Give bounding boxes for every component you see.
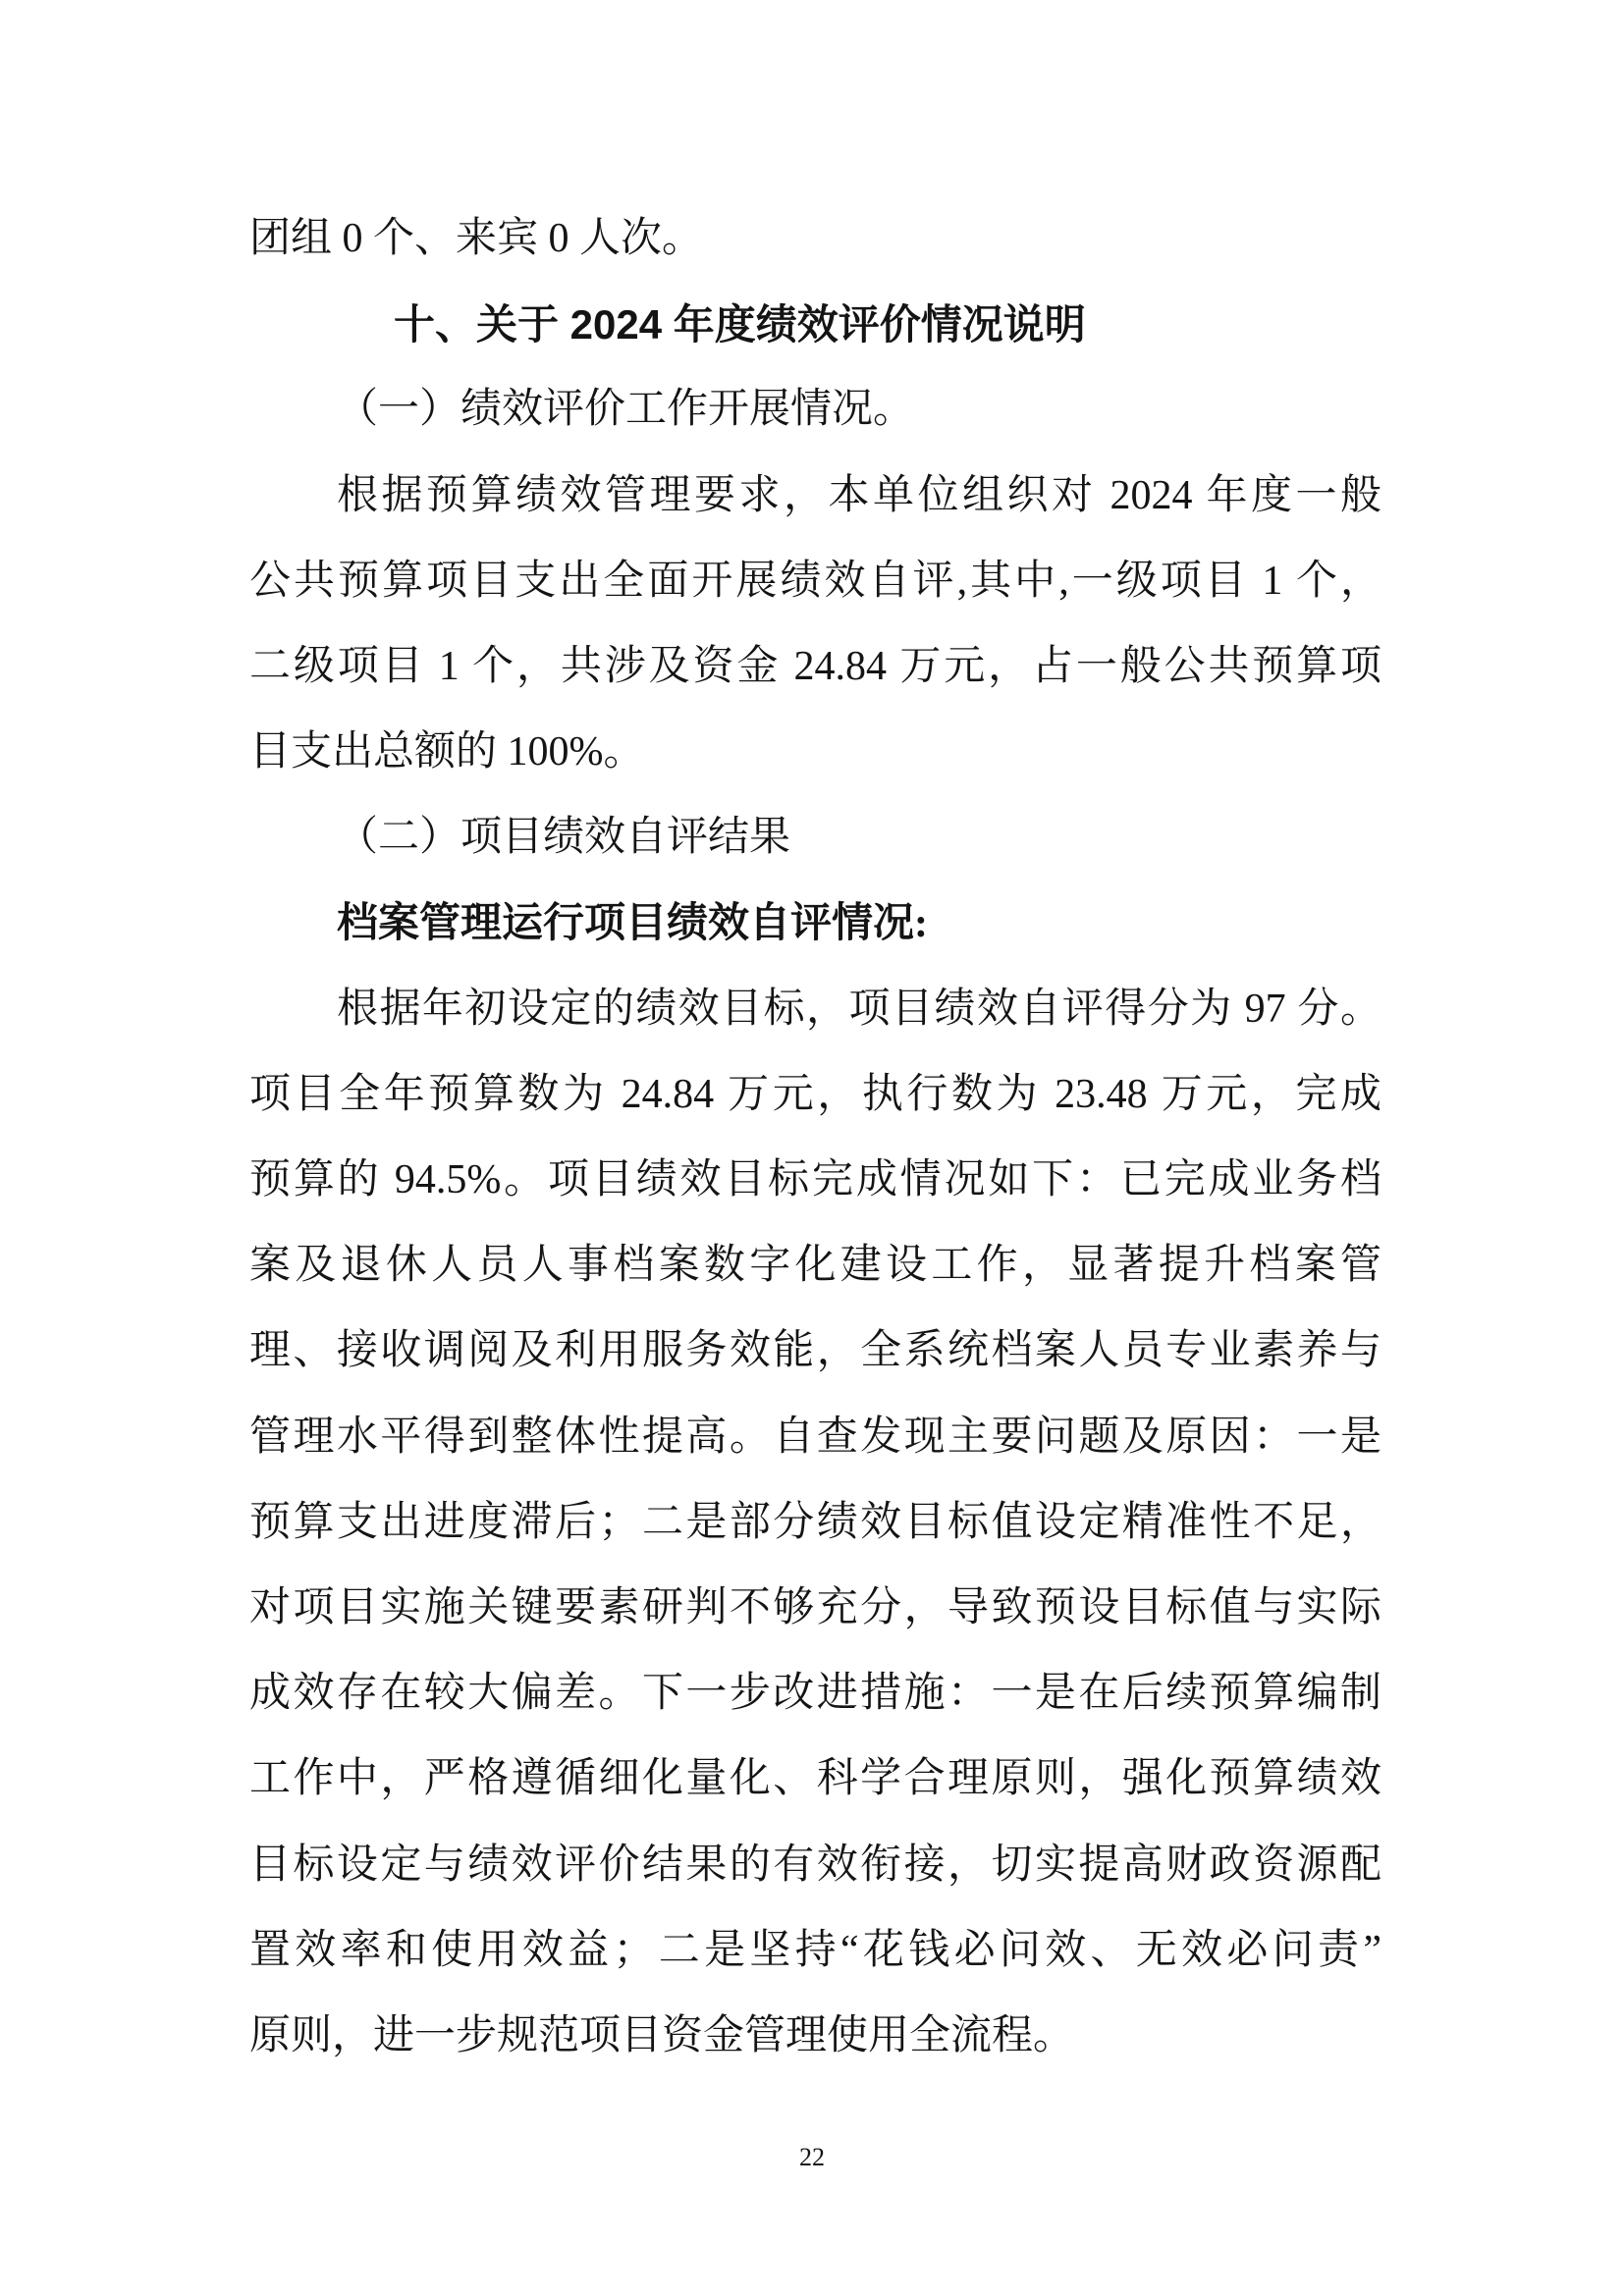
paragraph-line: 原则，进一步规范项目资金管理使用全流程。: [249, 2012, 1075, 2058]
paragraph-line: 二级项目 1 个，共涉及资金 24.84 万元，占一般公共预算项: [249, 643, 1381, 689]
section-heading: 十、关于 2024 年度绩效评价情况说明: [394, 301, 1086, 348]
paragraph-line: 目支出总额的 100%。: [249, 729, 645, 775]
paragraph-line: 预算的 94.5%。项目绩效目标完成情况如下：已完成业务档: [249, 1157, 1381, 1203]
paragraph-line: 对项目实施关键要素研判不够充分，导致预设目标值与实际: [249, 1585, 1381, 1630]
paragraph-line: 公共预算项目支出全面开展绩效自评,其中,一级项目 1 个，: [249, 558, 1381, 604]
subsection-2-heading: （二）项目绩效自评结果: [337, 815, 791, 861]
subsection-1-heading: （一）绩效评价工作开展情况。: [337, 387, 915, 433]
paragraph-line: 根据预算绩效管理要求，本单位组织对 2024 年度一般: [337, 472, 1381, 518]
subsection-2-paragraph: [249, 967, 1381, 2079]
paragraph-line: 成效存在较大偏差。下一步改进措施：一是在后续预算编制: [249, 1671, 1381, 1717]
paragraph-line: 根据年初设定的绩效目标，项目绩效自评得分为 97 分。: [337, 986, 1381, 1032]
subsection-1-paragraph: [249, 454, 1381, 796]
paragraph-line: 案及退休人员人事档案数字化建设工作，显著提升档案管: [249, 1243, 1381, 1289]
paragraph-line: 理、接收调阅及利用服务效能，全系统档案人员专业素养与: [249, 1328, 1381, 1374]
paragraph-line: 置效率和使用效益；二是坚持“花钱必问效、无效必问责”: [249, 1927, 1381, 1973]
paragraph-line: 工作中，严格遵循细化量化、科学合理原则，强化预算绩效: [249, 1756, 1381, 1802]
paragraph-line: 项目全年预算数为 24.84 万元，执行数为 23.48 万元，完成: [249, 1071, 1381, 1117]
page-text-body: [249, 196, 1381, 2079]
paragraph-line: 管理水平得到整体性提高。自查发现主要问题及原因：一是: [249, 1414, 1381, 1460]
continuation-line: 团组 0 个、来宾 0 人次。: [249, 216, 704, 261]
paragraph-line: 目标设定与绩效评价结果的有效衔接，切实提高财政资源配: [249, 1842, 1381, 1888]
page-number: 22: [799, 2143, 825, 2171]
project-title: 档案管理运行项目绩效自评情况:: [337, 900, 928, 946]
paragraph-line: 预算支出进度滞后；二是部分绩效目标值设定精准性不足，: [249, 1499, 1381, 1545]
